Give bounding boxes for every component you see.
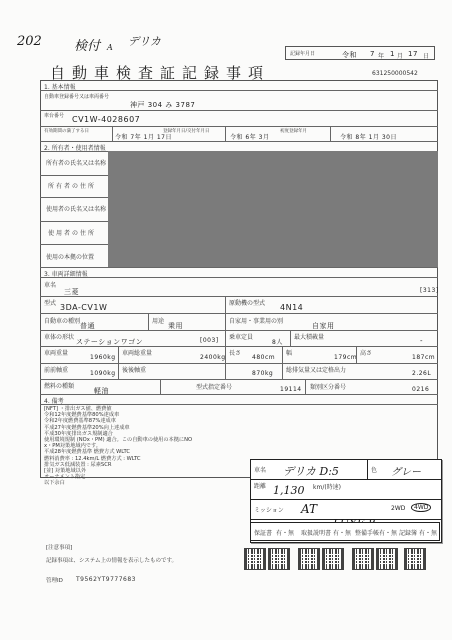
rear-axle-value: 870kg	[252, 370, 274, 377]
redacted-owner-block	[108, 151, 438, 267]
remark-line: [NFT] ・排出ガス値、燃費値	[44, 406, 112, 412]
date-value-3: 令和 8年 1月 30日	[340, 134, 397, 141]
sticker-mileage-unit: km/(時速)	[313, 484, 342, 491]
load-value: -	[420, 337, 424, 345]
front-axle-label: 前前軸重	[44, 367, 69, 374]
section3-heading: 3. 車両詳細情報	[44, 271, 88, 278]
purpose-value: 自家用	[312, 322, 335, 330]
car-name-code: [313]	[420, 287, 439, 294]
qr-code-icon	[268, 548, 290, 570]
handwritten-check: 検付	[74, 39, 101, 54]
displacement-value: 2.26L	[412, 370, 432, 377]
remark-line: 平成30年度排出ガス規制適合	[44, 430, 113, 437]
page-title: 自動車検査証記録事項	[50, 64, 271, 82]
capacity-label: 乗車定員	[229, 334, 254, 341]
reg-label: 自動車登録番号又は車両番号	[44, 94, 110, 100]
sticker-color-value: グレー	[391, 467, 421, 478]
record-label: 記録簿	[399, 530, 418, 537]
section4-heading: 4. 備考	[44, 398, 64, 405]
date-label-2: 登録年月日/交付年月日	[163, 129, 210, 134]
body-label: 車体の形状	[44, 334, 75, 341]
day-unit: 日	[423, 53, 430, 60]
sticker-mission-value: AT	[301, 502, 318, 516]
use-value: 乗用	[168, 322, 183, 330]
rear-axle-label: 後後軸重	[122, 367, 147, 374]
fuel-value: 軽油	[94, 387, 109, 395]
car-name-label: 車名	[44, 282, 57, 289]
model-value: 3DA-CV1W	[60, 303, 108, 312]
month-unit: 月	[397, 53, 404, 60]
remark-line: 平成27年度燃費基準20%向上達成車	[44, 424, 130, 431]
qr-code-icon	[298, 548, 320, 570]
section2-heading: 2. 所有者・使用者情報	[44, 145, 106, 152]
purpose-label: 自家用・事業用の別	[229, 318, 284, 325]
remark-line: 令和2年度燃費基準87%達成車	[44, 418, 116, 425]
remark-line: 燃料消費率 : 12.4km/L 燃費方式 : WLTC	[44, 455, 141, 462]
header-date-era: 令和	[342, 51, 357, 59]
sticker-mission-label: ミッション	[254, 507, 284, 514]
doc-number: 631250000542	[372, 70, 418, 77]
kind-label: 自動車の種別	[44, 318, 81, 325]
header-date-month: 1	[390, 50, 395, 58]
footer-note-label: [注意事項]	[46, 545, 73, 551]
type-no-value: 19114	[280, 386, 302, 393]
sticker-name-value: デリカ D:5	[283, 465, 339, 478]
book-label: 整備手帳	[355, 530, 380, 537]
handwritten-sub: A	[107, 43, 113, 52]
chassis-value: CV1W-4028607	[72, 115, 141, 124]
remark-line: [並] 対策地域以外	[44, 468, 87, 475]
sticker-mileage-value: 1,130	[273, 484, 305, 497]
remark-line: 平成28年度燃費基準 燃費方式 WLTC	[44, 449, 130, 456]
date-label-3: 初度登録年月	[280, 129, 307, 134]
header-date-year: 7	[370, 50, 375, 58]
header-date-day: 17	[408, 50, 418, 58]
sticker-mileage-label: 距離	[254, 483, 267, 490]
front-axle-value: 1090kg	[90, 370, 116, 377]
user-name-label: 使用者の氏名又は名称	[46, 206, 107, 213]
chassis-label: 車台番号	[44, 113, 65, 119]
footer-id-value: T9562YT9777683	[76, 576, 136, 583]
manual-label: 取扱説明書	[301, 530, 332, 537]
qr-code-icon	[404, 548, 426, 570]
drive-2wd: 2WD	[391, 505, 406, 512]
width-value: 179cm	[334, 354, 358, 361]
load-label: 最大積載量	[294, 334, 325, 341]
remark-line: オーナメント指定	[44, 474, 86, 481]
gross-label: 車両総重量	[122, 350, 153, 357]
kind-value: 普通	[80, 322, 95, 330]
reg-value: 神戸 304 み 3787	[130, 101, 196, 109]
owner-address-label: 所有者の住所	[48, 183, 97, 190]
car-name-value: 三菱	[64, 288, 79, 296]
qr-code-icon	[352, 548, 374, 570]
gross-value: 2400kg	[200, 354, 226, 361]
length-label: 長さ	[229, 350, 242, 357]
year-unit: 年	[378, 53, 385, 60]
qr-code-icon	[376, 548, 398, 570]
qr-code-icon	[244, 548, 266, 570]
drive-4wd: 4WD	[411, 503, 431, 512]
date-value-2: 令和 6年 3月	[230, 134, 270, 141]
manual-value: 有・無	[333, 530, 352, 537]
remark-line: 令和12年度燃費基準80%達成車	[44, 412, 120, 419]
sticker-color-label: 色	[371, 467, 378, 474]
fuel-label: 燃料の種類	[44, 383, 75, 390]
base-location-label: 使用の本拠の位置	[46, 254, 95, 261]
footer-id-label: 管理ID	[46, 578, 63, 584]
use-label: 用途	[152, 318, 165, 325]
engine-label: 原動機の型式	[229, 300, 266, 307]
sticker-accessories	[250, 522, 440, 541]
qr-code-icon	[322, 548, 344, 570]
record-value: 有・無	[419, 530, 438, 537]
book-value: 有・無	[379, 530, 398, 537]
class-value: 0216	[412, 386, 430, 393]
warranty-label: 保証書	[254, 530, 273, 537]
header-date-box	[285, 46, 435, 60]
user-address-label: 使用者の住所	[48, 230, 97, 237]
body-code: [003]	[200, 337, 219, 344]
remark-line: 以下余白	[44, 480, 65, 487]
weight-label: 車両重量	[44, 350, 69, 357]
type-no-label: 型式指定番号	[196, 384, 233, 391]
warranty-value: 有・無	[276, 530, 295, 537]
length-value: 480cm	[252, 354, 276, 361]
engine-value: 4N14	[280, 303, 304, 312]
height-label: 高さ	[360, 350, 373, 357]
displacement-label: 総排気量又は定格出力	[286, 367, 347, 374]
body-value: ステーションワゴン	[76, 338, 144, 346]
model-label: 型式	[44, 300, 57, 307]
weight-value: 1960kg	[90, 354, 116, 361]
remark-line: 使用環境規制 (NOx・PM) 適合。この自動車の使用の本拠にNO	[44, 437, 193, 444]
footer-note-text: 記録事項は、システム上の情報を表示したものです。	[46, 558, 178, 564]
date-label-1: 有効期間の満了する日	[44, 129, 89, 134]
width-label: 幅	[286, 350, 293, 357]
sticker-name-label: 車名	[254, 467, 267, 474]
remarks-list	[44, 406, 192, 487]
date-value-1: 令和 7年 1月 17日	[115, 134, 172, 141]
section1-heading: 1. 基本情報	[44, 84, 76, 91]
handwritten-model: デリカ	[128, 35, 161, 48]
height-value: 187cm	[412, 354, 436, 361]
owner-name-label: 所有者の氏名又は名称	[46, 160, 107, 167]
capacity-value: 8人	[272, 339, 283, 346]
header-date-label: 記録年月日	[290, 51, 316, 57]
handwritten-number: 202	[17, 34, 42, 49]
remark-line: x・PM対策地域内です。	[44, 443, 101, 450]
remark-line: 排気ガス低減装置 : 尿素SCR	[44, 461, 112, 468]
class-label: 類別区分番号	[310, 384, 347, 391]
